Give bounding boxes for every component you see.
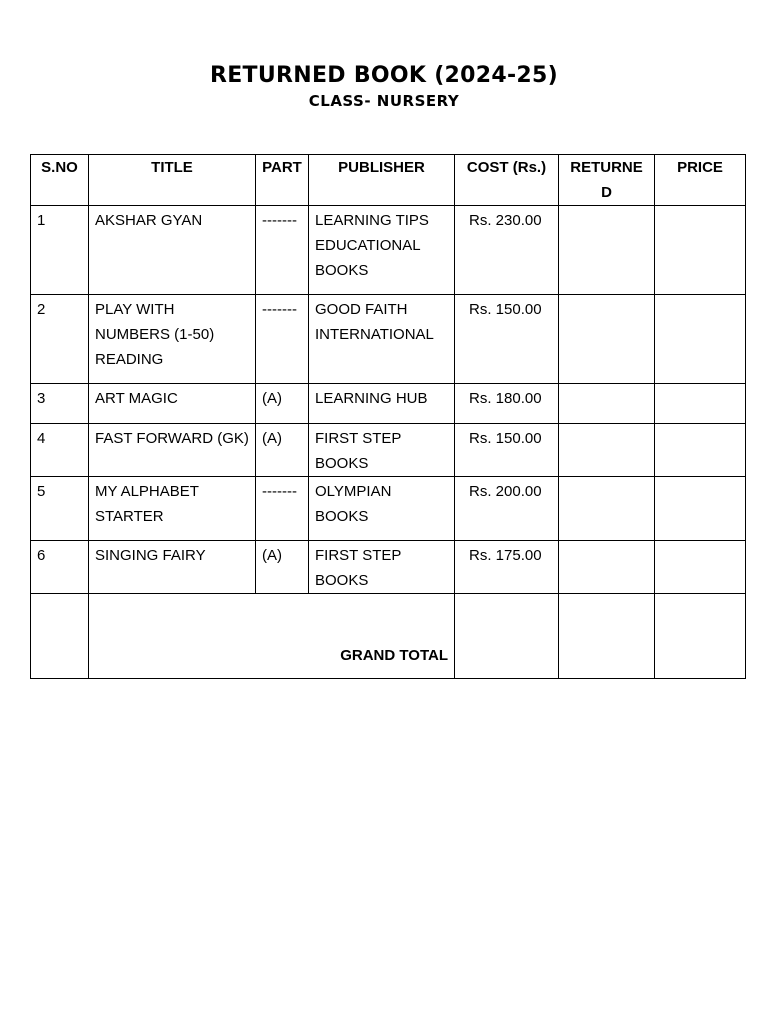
column-header-part: PART bbox=[256, 155, 309, 206]
column-header-title: TITLE bbox=[89, 155, 256, 206]
sno-cell: 3 bbox=[31, 384, 89, 424]
sno-cell: 5 bbox=[31, 477, 89, 541]
page-subtitle: CLASS- NURSERY bbox=[308, 92, 460, 110]
part-cell: (A) bbox=[256, 541, 309, 594]
price-cell bbox=[655, 477, 746, 541]
price-cell bbox=[655, 295, 746, 384]
grand-total-row bbox=[31, 594, 746, 679]
table-header-row bbox=[31, 155, 746, 206]
sno-cell: 1 bbox=[31, 206, 89, 295]
publisher-cell: FIRST STEP BOOKS bbox=[309, 541, 455, 594]
part-cell: ------- bbox=[256, 295, 309, 384]
table-row bbox=[31, 424, 746, 477]
price-cell bbox=[655, 384, 746, 424]
table-row bbox=[31, 477, 746, 541]
sno-cell: 4 bbox=[31, 424, 89, 477]
price-cell bbox=[655, 541, 746, 594]
title-cell: PLAY WITH NUMBERS (1-50) READING bbox=[89, 295, 256, 384]
part-cell: (A) bbox=[256, 384, 309, 424]
returned-cell bbox=[559, 206, 655, 295]
returned-books-table bbox=[30, 154, 746, 679]
cost-cell: Rs. 150.00 bbox=[455, 424, 559, 477]
sno-cell: 2 bbox=[31, 295, 89, 384]
cost-cell: Rs. 180.00 bbox=[455, 384, 559, 424]
page-title: RETURNED BOOK (2024-25) bbox=[209, 63, 558, 88]
grand-total-price-cell bbox=[655, 594, 746, 679]
publisher-cell: LEARNING TIPS EDUCATIONAL BOOKS bbox=[309, 206, 455, 295]
grand-total-label: GRAND TOTAL bbox=[89, 594, 455, 679]
publisher-cell: FIRST STEP BOOKS bbox=[309, 424, 455, 477]
part-cell: (A) bbox=[256, 424, 309, 477]
title-cell: MY ALPHABET STARTER bbox=[89, 477, 256, 541]
part-cell: ------- bbox=[256, 477, 309, 541]
publisher-cell: OLYMPIAN BOOKS bbox=[309, 477, 455, 541]
price-cell bbox=[655, 206, 746, 295]
title-cell: FAST FORWARD (GK) bbox=[89, 424, 256, 477]
title-cell: AKSHAR GYAN bbox=[89, 206, 256, 295]
price-cell bbox=[655, 424, 746, 477]
table-row bbox=[31, 206, 746, 295]
grand-total-returned-cell bbox=[559, 594, 655, 679]
returned-cell bbox=[559, 541, 655, 594]
table-row bbox=[31, 541, 746, 594]
title-cell: ART MAGIC bbox=[89, 384, 256, 424]
returned-cell bbox=[559, 424, 655, 477]
returned-cell bbox=[559, 295, 655, 384]
returned-cell bbox=[559, 384, 655, 424]
cost-cell: Rs. 200.00 bbox=[455, 477, 559, 541]
publisher-cell: LEARNING HUB bbox=[309, 384, 455, 424]
publisher-cell: GOOD FAITH INTERNATIONAL bbox=[309, 295, 455, 384]
grand-total-cost-cell bbox=[455, 594, 559, 679]
column-header-returned: RETURNED bbox=[559, 155, 655, 206]
cost-cell: Rs. 150.00 bbox=[455, 295, 559, 384]
cost-cell: Rs. 230.00 bbox=[455, 206, 559, 295]
column-header-sno: S.NO bbox=[31, 155, 89, 206]
title-cell: SINGING FAIRY bbox=[89, 541, 256, 594]
returned-cell bbox=[559, 477, 655, 541]
column-header-cost: COST (Rs.) bbox=[455, 155, 559, 206]
table-row bbox=[31, 384, 746, 424]
column-header-publisher: PUBLISHER bbox=[309, 155, 455, 206]
column-header-price: PRICE bbox=[655, 155, 746, 206]
sno-cell: 6 bbox=[31, 541, 89, 594]
table-row bbox=[31, 295, 746, 384]
part-cell: ------- bbox=[256, 206, 309, 295]
grand-total-sno-cell bbox=[31, 594, 89, 679]
cost-cell: Rs. 175.00 bbox=[455, 541, 559, 594]
